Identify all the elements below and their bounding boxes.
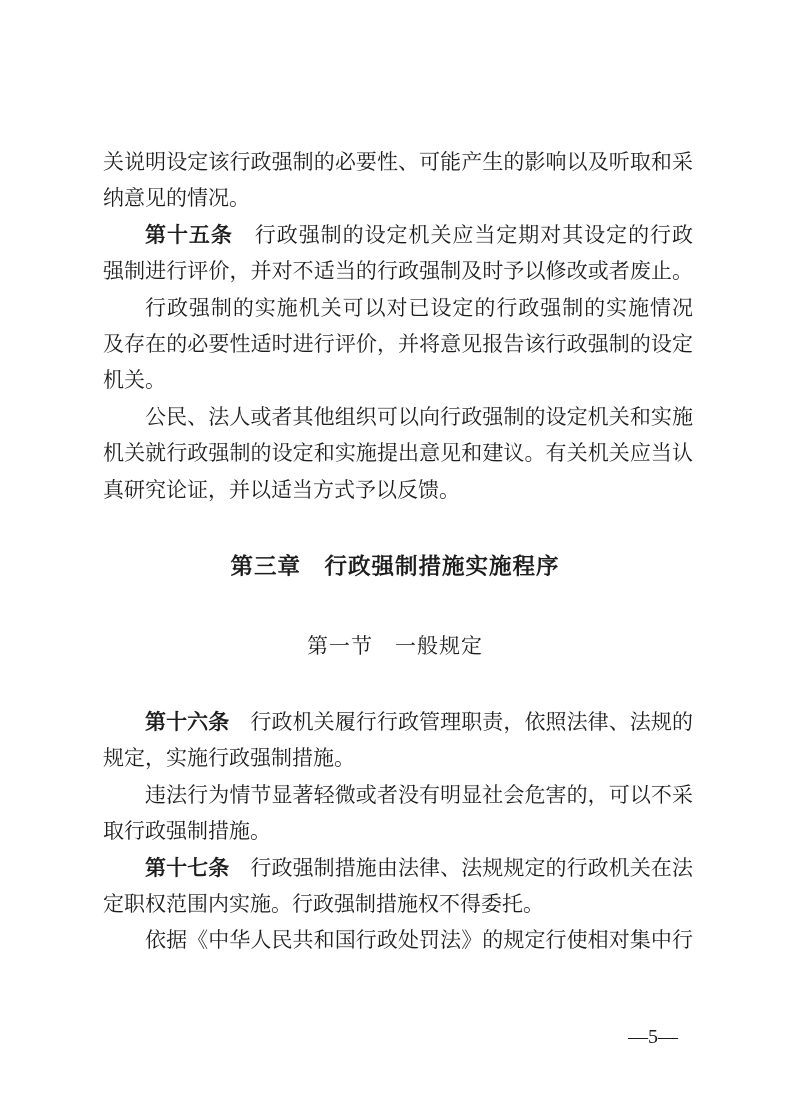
body-line: 真研究论证，并以适当方式予以反馈。 xyxy=(103,477,460,502)
article-number-bold: 第十六条 xyxy=(145,711,230,734)
body-line xyxy=(103,850,693,886)
document-body-lower xyxy=(103,704,693,959)
section-heading: 第一节 一般规定 xyxy=(307,634,483,658)
body-line: 机关。 xyxy=(103,368,166,393)
body-line: 公民、法人或者其他组织可以向行政强制的设定机关和实施 xyxy=(145,404,693,429)
body-line: 纳意见的情况。 xyxy=(103,186,250,211)
article-text: 行政强制措施由法律、法规规定的行政机关在法 xyxy=(229,855,694,880)
article-number-bold: 第十七条 xyxy=(145,856,230,880)
body-line: 及存在的必要性适时进行评价，并将意见报告该行政强制的设定 xyxy=(103,331,693,356)
body-line: 定职权范围内实施。行政强制措施权不得委托。 xyxy=(103,891,544,916)
article-text: 行政机关履行行政管理职责，依照法律、法规的 xyxy=(229,710,694,734)
chapter-heading: 第三章 行政强制措施实施程序 xyxy=(230,554,560,579)
body-line: 行政强制的实施机关可以对已设定的行政强制的实施情况 xyxy=(145,295,693,320)
body-line xyxy=(103,704,693,740)
article-text: 行政强制的设定机关应当定期对其设定的行政 xyxy=(232,222,694,247)
body-line: 依据《中华人民共和国行政处罚法》的规定行使相对集中行 xyxy=(145,928,693,953)
body-line: 强制进行评价，并对不适当的行政强制及时予以修改或者废止。 xyxy=(103,259,693,284)
body-line: 违法行为情节显著轻微或者没有明显社会危害的，可以不采 xyxy=(145,782,693,807)
document-body-upper xyxy=(103,144,693,508)
body-line: 关说明设定该行政强制的必要性、可能产生的影响以及听取和采 xyxy=(103,150,693,174)
body-line xyxy=(103,217,693,253)
page-number: —5— xyxy=(628,1026,678,1048)
article-number-bold: 第十五条 xyxy=(145,223,233,247)
body-line: 机关就行政强制的设定和实施提出意见和建议。有关机关应当认 xyxy=(103,441,693,466)
body-line: 取行政强制措施。 xyxy=(103,819,271,844)
body-line: 规定，实施行政强制措施。 xyxy=(103,746,355,771)
